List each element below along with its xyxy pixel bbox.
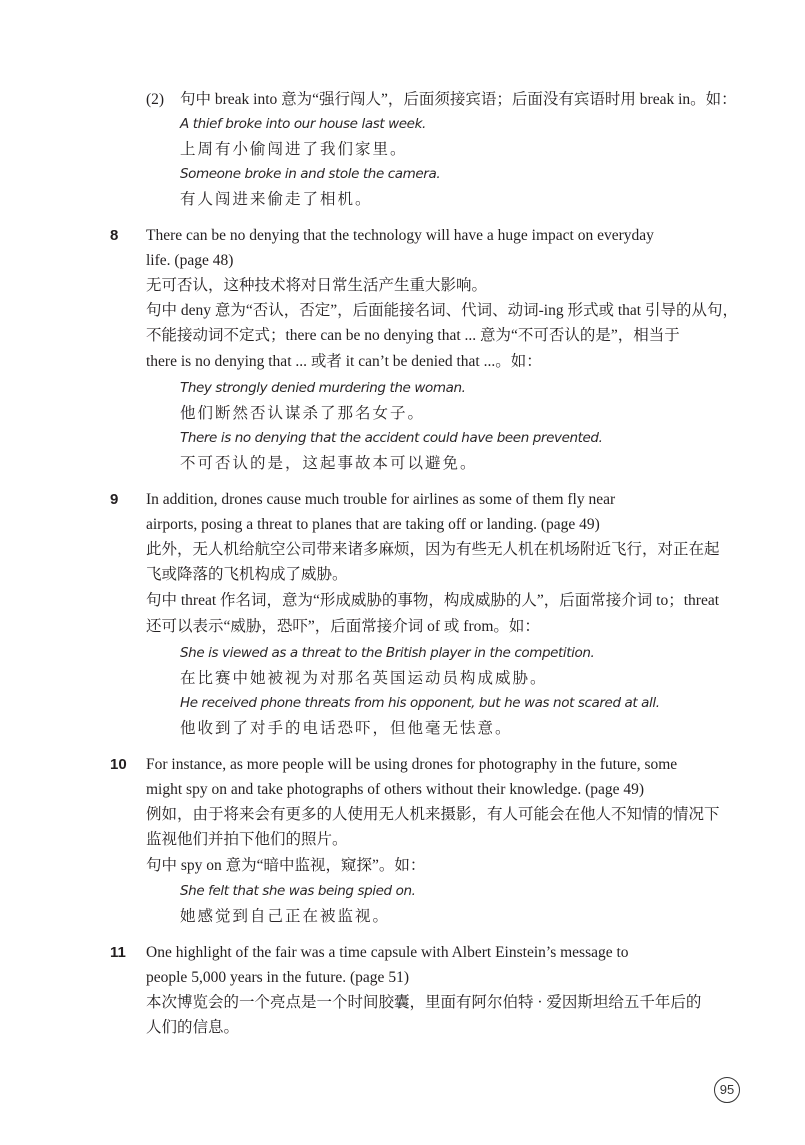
sentence-line: airports, posing a threat to planes that are taking off or landing. (page 49) (146, 516, 600, 533)
example-en: He received phone threats from his opponent, but he was not scared at all. (180, 695, 660, 711)
translation-line: 例如，由于将来会有更多的人使用无人机来摄影，有人可能会在他人不知情的情况下 (146, 806, 720, 823)
example-en: She is viewed as a threat to the British player in the competition. (180, 645, 595, 661)
explanation-line: 句中 spy on 意为“暗中监视，窥探”。如： (146, 857, 426, 874)
example-zh: 上周有小偷闯进了我们家里。 (180, 140, 408, 158)
translation-line: 本次博览会的一个亮点是一个时间胶囊，里面有阿尔伯特 · 爱因斯坦给五千年后的 (146, 994, 702, 1011)
example-en: There is no denying that the accident could have been prevented. (180, 430, 603, 446)
item-number: 10 (110, 756, 127, 773)
translation-line: 监视他们并拍下他们的照片。 (146, 831, 348, 848)
explanation-line: 还可以表示“威胁，恐吓”，后面常接介词 of 或 from。如： (146, 618, 540, 635)
example-zh: 有人闯进来偷走了相机。 (180, 190, 373, 208)
sentence-line: There can be no denying that the technology will have a huge impact on everyday (146, 227, 654, 244)
note-label: (2) (146, 91, 165, 108)
sentence-line: In addition, drones cause much trouble for airlines as some of them fly near (146, 491, 616, 508)
item-number: 8 (110, 227, 119, 244)
sentence-line: life. (page 48) (146, 252, 234, 269)
example-zh: 他收到了对手的电话恐吓，但他毫无怯意。 (180, 719, 513, 737)
translation-line: 人们的信息。 (146, 1019, 240, 1036)
explanation-line: 句中 deny 意为“否认，否定”，后面能接名词、代词、动词-ing 形式或 that 引导的从句， (146, 302, 738, 319)
example-en: She felt that she was being spied on. (180, 883, 416, 899)
example-zh: 她感觉到自己正在被监视。 (180, 907, 391, 925)
example-en: They strongly denied murdering the woman. (180, 380, 466, 396)
explanation-line: 不能接动词不定式；there can be no denying that ... 意为“不可否认的是”，相当于 (146, 327, 680, 344)
example-en: Someone broke in and stole the camera. (180, 166, 441, 182)
example-en: A thief broke into our house last week. (180, 116, 426, 132)
page-number-badge: 95 (714, 1077, 740, 1103)
explanation-line: there is no denying that ... 或者 it can’t be denied that ...。如： (146, 353, 542, 370)
example-zh: 他们断然否认谋杀了那名女子。 (180, 404, 426, 422)
sentence-line: For instance, as more people will be using drones for photography in the future, some (146, 756, 678, 773)
sentence-line: people 5,000 years in the future. (page 51) (146, 969, 409, 986)
note-explanation: 句中 break into 意为“强行闯人”，后面须接宾语；后面没有宾语时用 break in。如： (180, 91, 737, 108)
translation-line: 此外，无人机给航空公司带来诸多麻烦，因为有些无人机在机场附近飞行，对正在起 (146, 541, 720, 558)
sentence-line: might spy on and take photographs of others without their knowledge. (page 49) (146, 781, 645, 798)
item-number: 11 (110, 944, 126, 961)
example-zh: 在比赛中她被视为对那名英国运动员构成威胁。 (180, 669, 548, 687)
translation-line: 飞或降落的飞机构成了威胁。 (146, 566, 348, 583)
explanation-line: 句中 threat 作名词，意为“形成威胁的事物，构成威胁的人”，后面常接介词 to；threat (146, 592, 720, 609)
translation-line: 无可否认，这种技术将对日常生活产生重大影响。 (146, 277, 488, 294)
item-number: 9 (110, 491, 119, 508)
sentence-line: One highlight of the fair was a time capsule with Albert Einstein’s message to (146, 944, 629, 961)
example-zh: 不可否认的是，这起事故本可以避免。 (180, 454, 478, 472)
